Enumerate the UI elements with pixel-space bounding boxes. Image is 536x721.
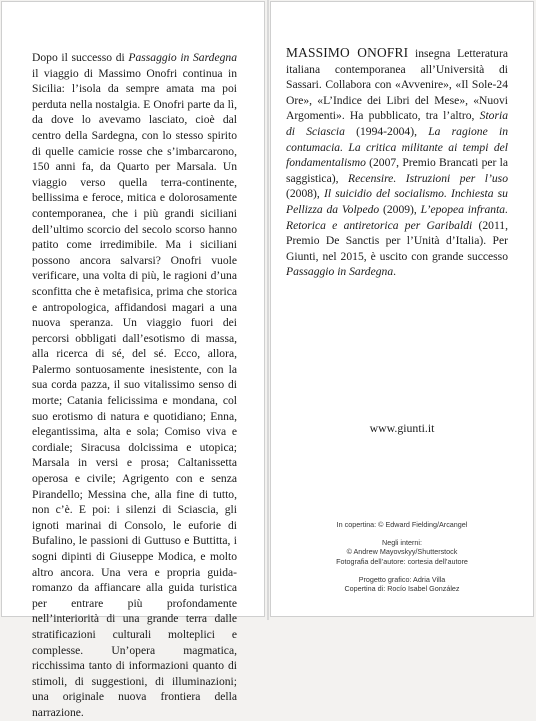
- credit-line: © Andrew Mayovskyy/Shutterstock: [346, 547, 458, 557]
- author-bio: [286, 45, 508, 280]
- text-run: (2007, Premio Brancati per la saggistica),: [286, 156, 508, 185]
- credits-gap: [270, 529, 534, 538]
- italic-title-run: Passaggio in Sardegna: [128, 51, 237, 64]
- text-run: (2008),: [286, 187, 324, 201]
- credit-line: Progetto grafico: Adria Villa: [358, 574, 446, 584]
- credits-gap: [270, 566, 534, 575]
- text-run: .: [393, 265, 397, 279]
- image-credits: [270, 520, 534, 593]
- text-run: il viaggio di Massimo Onofri continua in Sicilia: l’isola da sempre amata ma poi perduta nella nostalgia. E Onofri parte da lì, da dove lo avevamo lasciato, cioè dal centro della Sardegna, con lo stesso spirito di quelle camicie rosse che s’imbarcarono, 150 anni fa, da Quarto per Marsala. Un viaggio verso quella terra-continente, bellissima e feroce, mitica e dolorosamente contemporanea, che i più grandi siciliani dell’ultimo scorcio del secolo scorso hanno patito come irredimibile. Ma i siciliani possono ancora salvarsi? Onofri vuole verificare, una volta di più, le ragioni d’una sconfitta che è metafisica, prima che storica e antropologica, affidandosi magari a una nuova speranza. Un viaggio fuori dei percorsi obbligati dall’esotismo di massa, alla ricerca di sé, del sé. Ecco, allora, Palermo sontuosamente inesistente, con la sua corda pazza, il suo vitalissimo senso di morte; Catania felicissima e mondana, col suo erotismo di natura e quotidiano; Enna, elegantissima, alta e sola; Comiso viva e cordiale; Siracusa dolcissima e utopica; Marsala in versi e prosa; Caltanissetta operosa e civile; Agrigento con e senza Pirandello; Messina che, alla fine di tutto, non c’è. E poi: i silenzi di Sciascia, gli ignoti marinai di Consolo, le euforie di Bufalino, le passioni di Guttuso e Buttitta, i sogni dipinti di Giuseppe Modica, e molto altro ancora. Una vera e propria guida-romanzo da affiancare alla guida turistica per entrare più profondamente nell’interiorità di una grande terra dalle stratificazioni culturali molteplici e complesse. Un’opera magmatica, ricchissima tanto di informazioni quanto di stimoli, di suggestioni, di illuminazioni; una originale nuova frontiera della narrazione.: [32, 66, 237, 719]
- italic-title-run: Storia di Sciascia: [286, 109, 508, 138]
- italic-title-run: L’epopea infranta. Retorica e antiretorica per Garibaldi: [286, 202, 508, 232]
- italic-title-run: Il suicidio del socialismo. Inchiesta su Pellizza da Volpedo: [286, 187, 508, 216]
- italic-title-run: Recensire. Istruzioni per l’uso: [348, 171, 508, 185]
- publisher-website[interactable]: www.giunti.it: [369, 421, 435, 435]
- text-run: (2009),: [379, 202, 421, 216]
- italic-title-run: Passaggio in Sardegna: [286, 265, 394, 279]
- italic-title-run: La ragione in contumacia. La critica militante ai tempi del fondamentalismo: [286, 124, 508, 170]
- text-run: (2011, Premio De Sanctis per l’Unità d’Italia). Per Giunti, nel 2015, è uscito con grande successo: [286, 218, 509, 263]
- credit-line: Fotografia dell’autore: cortesia dell’autore: [336, 556, 468, 566]
- credit-line: Copertina di: Rocío Isabel González: [344, 584, 460, 594]
- text-run: (1994-2004),: [344, 124, 429, 138]
- credit-line: Negli interni:: [382, 538, 422, 548]
- bio-paragraph: [286, 45, 508, 280]
- page-fold: [267, 0, 269, 620]
- credit-line: In copertina: © Edward Fielding/Arcangel: [336, 520, 468, 529]
- text-run: Dopo il successo di: [32, 51, 129, 64]
- text-run: insegna Letteratura italiana contemporanea all’Università di Sassari. Collabora con «Avvenire», «Il Sole-24 Ore», «L’Indice dei Libri del Mese», «Nuovi Argomenti». Ha pubblicato, tra l’altro,: [286, 47, 508, 123]
- author-name: MASSIMO ONOFRI: [286, 45, 409, 60]
